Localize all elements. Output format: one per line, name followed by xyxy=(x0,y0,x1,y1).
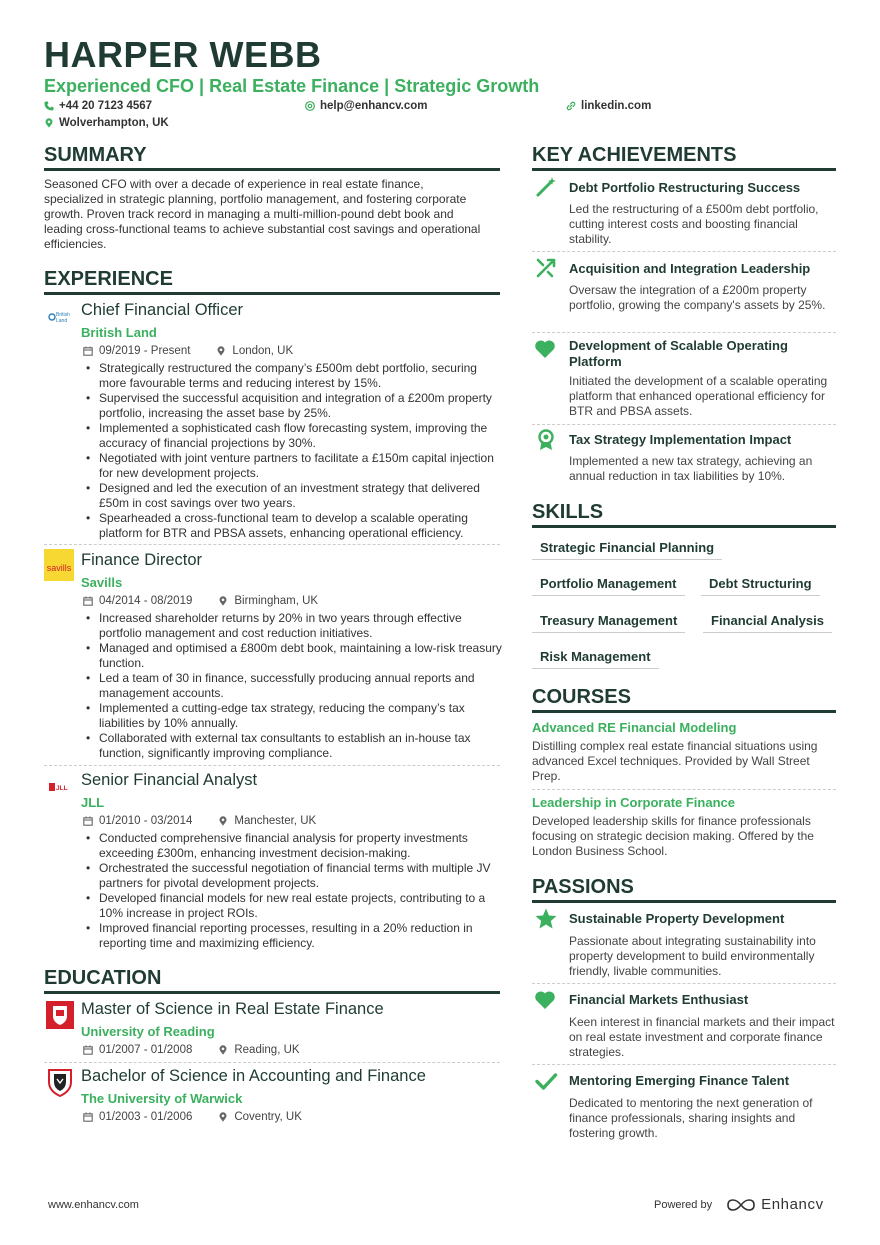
education-location: Reading, UK xyxy=(234,1044,300,1056)
achievement-text: Initiated the development of a scalable operating platform that enhanced operational efficiency for BTR and PBSA assets. xyxy=(569,374,828,418)
course-title: Leadership in Corporate Finance xyxy=(532,795,735,810)
powered-by-label: Powered by xyxy=(654,1198,713,1211)
calendar-icon xyxy=(83,816,93,826)
skill-tag: Strategic Financial Planning xyxy=(532,540,722,560)
education-dates: 01/2003 - 01/2006 xyxy=(99,1111,193,1123)
passion-text: Dedicated to mentoring the next generation of finance professionals, sharing insights and fostering growth. xyxy=(569,1096,813,1140)
job-title: Chief Financial Officer xyxy=(81,301,244,319)
achievement-title: Acquisition and Integration Leadership xyxy=(569,261,811,276)
link-icon xyxy=(566,101,576,111)
email-text: help@enhancv.com xyxy=(320,100,428,112)
passion-title: Sustainable Property Development xyxy=(569,911,785,926)
savills-logo xyxy=(44,549,74,581)
job-location: London, UK xyxy=(232,345,294,357)
contact-linkedin[interactable] xyxy=(566,100,651,112)
university-of-warwick-crest-icon xyxy=(45,1067,75,1097)
divider xyxy=(532,789,836,790)
job-bullet: • Collaborated with external tax consultants to establish an in-house tax function, significantly improving compliance. xyxy=(82,731,502,761)
achievement-text: Oversaw the integration of a £200m property portfolio, growing the company's assets by 25%. xyxy=(569,283,826,312)
job-meta xyxy=(83,815,316,827)
job-company: JLL xyxy=(81,795,105,810)
divider xyxy=(44,765,500,766)
passion-text: Keen interest in financial markets and their impact on real estate investment and corporate finance strategies. xyxy=(569,1015,835,1059)
footer-website-link[interactable]: www.enhancv.com xyxy=(48,1199,139,1211)
course-text: Distilling complex real estate financial situations using advanced Excel techniques. Provided by Wall Street Prep. xyxy=(532,739,818,783)
job-bullet: • Supervised the successful acquisition and integration of a £200m property portfolio, increasing the asset base by 25%. xyxy=(82,391,502,421)
contact-phone[interactable] xyxy=(44,100,152,112)
divider xyxy=(44,1062,500,1063)
job-bullet: • Managed and optimised a £800m debt book, maintaining a low-risk treasury function. xyxy=(82,641,502,671)
british-land-logo xyxy=(46,303,74,331)
location-pin-icon xyxy=(216,346,226,356)
job-meta xyxy=(83,595,318,607)
location-pin-icon xyxy=(218,1045,228,1055)
summary-heading: SUMMARY xyxy=(44,144,500,171)
university-of-reading-crest-icon xyxy=(45,1000,75,1030)
courses-heading: COURSES xyxy=(532,686,836,713)
svg-text:Land: Land xyxy=(56,318,68,324)
jll-logo xyxy=(46,773,74,801)
job-bullets xyxy=(82,611,502,761)
calendar-icon xyxy=(83,1112,93,1122)
job-location: Manchester, UK xyxy=(234,815,317,827)
phone-text: +44 20 7123 4567 xyxy=(59,100,153,112)
education-meta xyxy=(83,1044,300,1056)
calendar-icon xyxy=(83,596,93,606)
heart-icon xyxy=(533,988,557,1012)
job-bullet: • Implemented a cutting-edge tax strategy, reducing the company’s tax liabilities by 10% annually. xyxy=(82,701,502,731)
linkedin-text: linkedin.com xyxy=(581,100,652,112)
job-title: Senior Financial Analyst xyxy=(81,771,258,789)
degree-title: Bachelor of Science in Accounting and Finance xyxy=(81,1067,426,1085)
job-bullets xyxy=(82,361,502,541)
degree-title: Master of Science in Real Estate Finance xyxy=(81,1000,384,1018)
skill-tag: Portfolio Management xyxy=(532,576,685,596)
divider xyxy=(44,544,500,545)
job-company: Savills xyxy=(81,575,123,590)
job-bullet: • Strategically restructured the company’s £500m debt portfolio, securing more favourable terms and reducing interest by 15%. xyxy=(82,361,502,391)
job-bullet: • Spearheaded a cross-functional team to develop a scalable operating platform for BTR and PBSA assets, enhancing operational efficiency. xyxy=(82,511,502,541)
job-bullet: • Conducted comprehensive financial analysis for property investments exceeding £300m, enhancing investment decision-making. xyxy=(82,831,502,861)
location-text: Wolverhampton, UK xyxy=(59,117,169,129)
calendar-icon xyxy=(83,346,93,356)
savills-logo-text: savills xyxy=(46,563,72,573)
calendar-icon xyxy=(83,1045,93,1055)
divider xyxy=(532,251,836,252)
education-location: Coventry, UK xyxy=(234,1111,302,1123)
skill-tag: Risk Management xyxy=(532,649,659,669)
job-meta xyxy=(83,345,293,357)
job-bullet: • Developed financial models for new real estate projects, contributing to a 10% increase in project ROIs. xyxy=(82,891,502,921)
school-name: University of Reading xyxy=(81,1024,215,1039)
course-text: Developed leadership skills for finance professionals focusing on strategic decision making. Offered by the London Business School. xyxy=(532,814,814,858)
divider xyxy=(532,983,836,984)
brand-name: Enhancv xyxy=(761,1196,824,1213)
svg-text:British: British xyxy=(56,312,70,318)
contact-location xyxy=(44,117,169,129)
candidate-name: HARPER WEBB xyxy=(44,34,322,75)
magic-wand-icon xyxy=(534,175,558,199)
education-heading: EDUCATION xyxy=(44,967,500,994)
job-bullet: • Implemented a sophisticated cash flow forecasting system, improving the accuracy of financial projections by 30%. xyxy=(82,421,502,451)
achievements-heading: KEY ACHIEVEMENTS xyxy=(532,144,836,171)
job-dates: 01/2010 - 03/2014 xyxy=(99,815,193,827)
passions-heading: PASSIONS xyxy=(532,876,836,903)
job-title: Finance Director xyxy=(81,551,203,569)
divider xyxy=(532,1064,836,1065)
location-pin-icon xyxy=(218,816,228,826)
skill-tag: Financial Analysis xyxy=(703,613,832,633)
location-pin-icon xyxy=(44,118,54,128)
divider xyxy=(532,424,836,425)
merge-arrows-icon xyxy=(534,256,558,280)
job-bullet: • Designed and led the execution of an investment strategy that delivered £50m in cost savings over two years. xyxy=(82,481,502,511)
footer-powered-by[interactable] xyxy=(654,1196,824,1213)
job-bullets xyxy=(82,831,502,951)
skill-tag: Debt Structuring xyxy=(701,576,820,596)
school-name: The University of Warwick xyxy=(81,1091,243,1106)
job-bullet: • Negotiated with joint venture partners to facilitate a £150m capital injection for new development projects. xyxy=(82,451,502,481)
heart-icon xyxy=(533,337,557,361)
job-bullet: • Improved financial reporting processes, resulting in a 20% reduction in reporting time and maximizing efficiency. xyxy=(82,921,502,951)
divider xyxy=(532,332,836,333)
job-bullet: • Orchestrated the successful negotiation of financial terms with multiple JV partners for pivotal development projects. xyxy=(82,861,502,891)
checkmark-icon xyxy=(534,1069,558,1093)
job-company: British Land xyxy=(81,325,157,340)
experience-heading: EXPERIENCE xyxy=(44,268,500,295)
education-meta xyxy=(83,1111,302,1123)
award-icon xyxy=(534,428,558,452)
skill-tag: Treasury Management xyxy=(532,613,685,633)
skills-heading: SKILLS xyxy=(532,501,836,528)
location-pin-icon xyxy=(218,596,228,606)
job-bullet: • Increased shareholder returns by 20% in two years through effective portfolio management and cost reduction initiatives. xyxy=(82,611,502,641)
candidate-headline: Experienced CFO | Real Estate Finance | Strategic Growth xyxy=(44,76,540,96)
enhancv-logo xyxy=(726,1196,824,1213)
enhancv-logo-icon xyxy=(726,1198,756,1212)
passion-title: Financial Markets Enthusiast xyxy=(569,992,749,1007)
phone-icon xyxy=(44,101,54,111)
achievement-title: Development of Scalable Operating Platform xyxy=(569,338,788,369)
achievement-text: Led the restructuring of a £500m debt portfolio, cutting interest costs and boosting financial stability. xyxy=(569,202,819,246)
passion-text: Passionate about integrating sustainability into property development to build environmentally friendly, livable communities. xyxy=(569,934,816,978)
achievement-text: Implemented a new tax strategy, achieving an annual reduction in tax liabilities by 10%. xyxy=(569,454,813,483)
contact-email[interactable] xyxy=(305,100,428,112)
achievement-title: Debt Portfolio Restructuring Success xyxy=(569,180,801,195)
achievement-title: Tax Strategy Implementation Impact xyxy=(569,432,792,447)
job-dates: 04/2014 - 08/2019 xyxy=(99,595,193,607)
at-icon xyxy=(305,101,315,111)
job-dates: 09/2019 - Present xyxy=(99,345,191,357)
location-pin-icon xyxy=(218,1112,228,1122)
star-icon xyxy=(534,907,558,931)
course-title: Advanced RE Financial Modeling xyxy=(532,720,737,735)
job-bullet: • Led a team of 30 in finance, successfully producing annual reports and management accounts. xyxy=(82,671,502,701)
summary-text: Seasoned CFO with over a decade of experience in real estate finance, specialized in strategic planning, portfolio management, and fostering corporate growth. Proven track record in managing a multi-million-pound debt book and leading cross-functional teams to achieve substantial cost savings and operational efficiencies. xyxy=(44,177,481,251)
passion-title: Mentoring Emerging Finance Talent xyxy=(569,1073,790,1088)
jll-logo-text: JLL xyxy=(56,785,68,792)
job-location: Birmingham, UK xyxy=(234,595,319,607)
education-dates: 01/2007 - 01/2008 xyxy=(99,1044,193,1056)
